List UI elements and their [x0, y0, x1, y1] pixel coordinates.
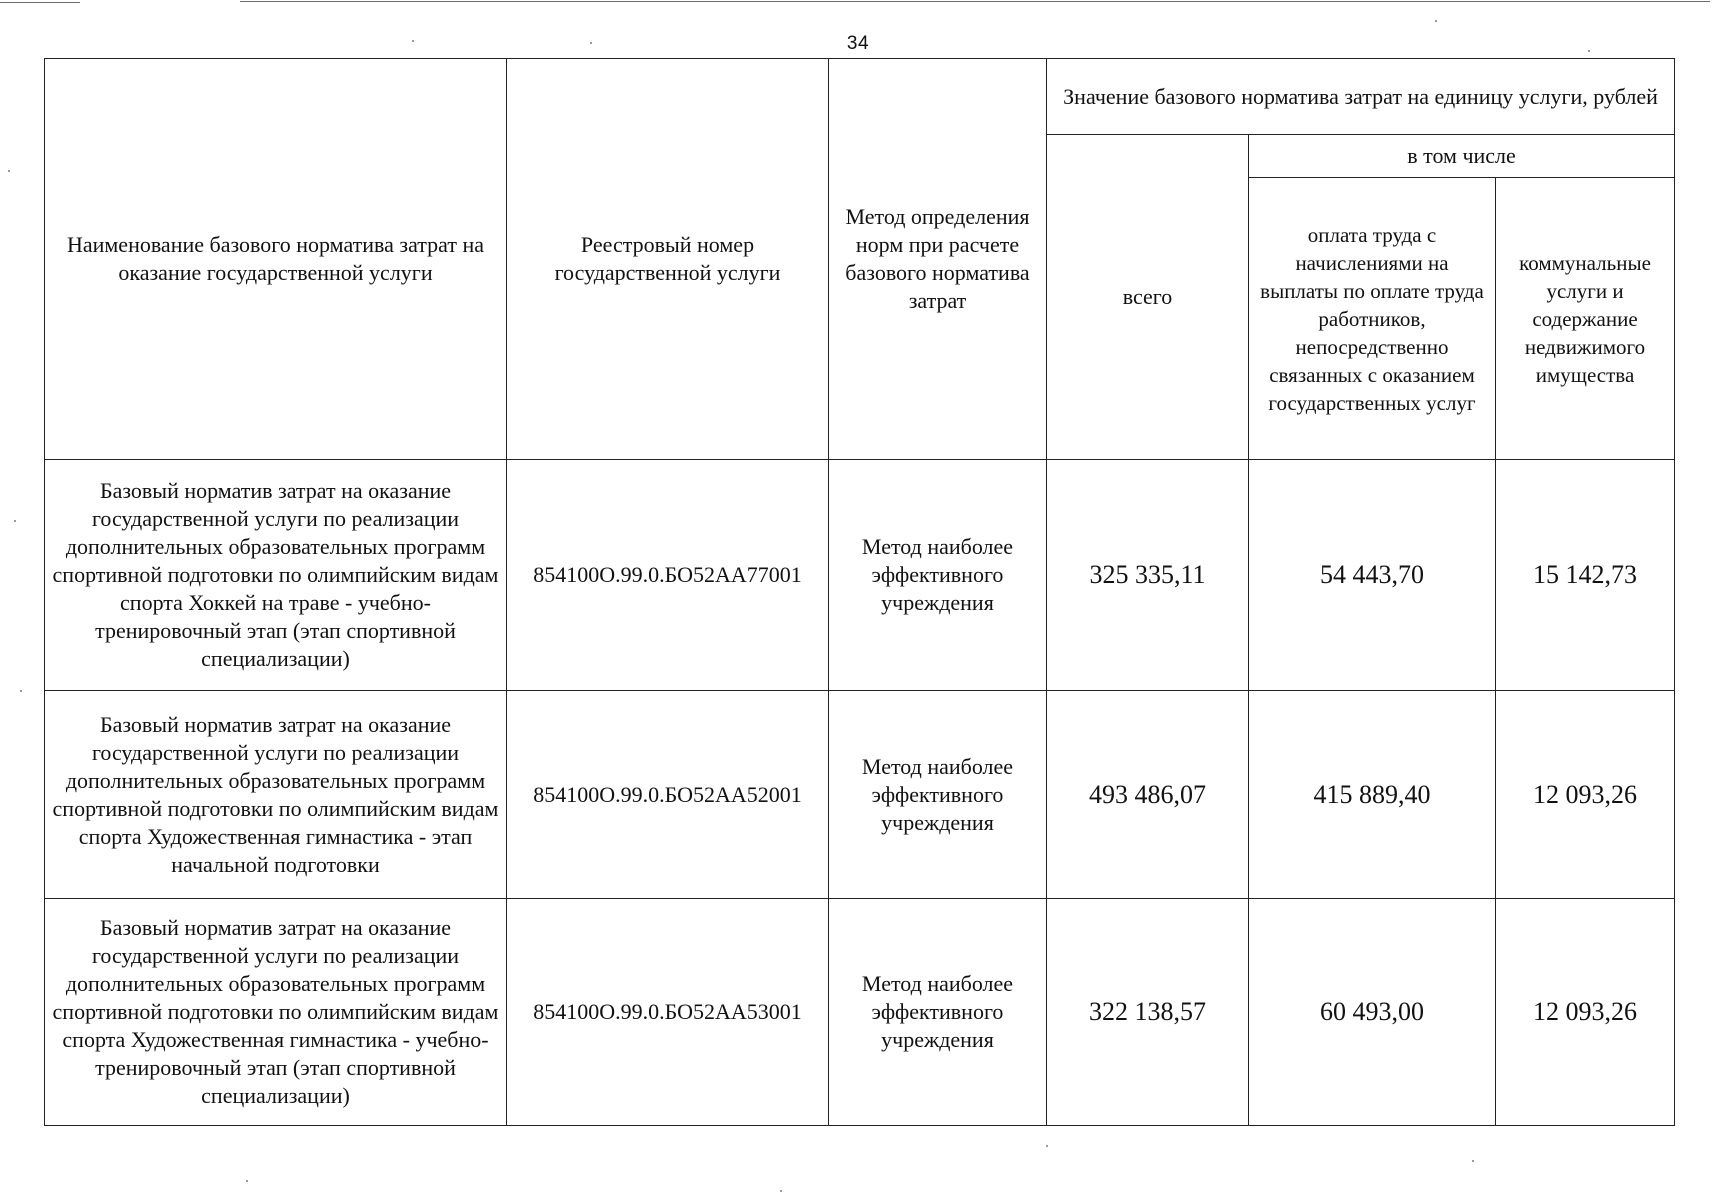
scan-speck: [14, 520, 16, 522]
utilities-value-cell: 12 093,26: [1496, 691, 1675, 899]
header-registry-number: Реестровый номер государственной услуги: [507, 59, 829, 460]
norm-name-cell: Базовый норматив затрат на оказание государственной услуги по реализации дополнительных образовательных программ спортивной подготовки по олимпийским видам спорта Художественная гимнастика - учебно-тренировочный этап (этап спортивной специализации): [45, 899, 507, 1126]
header-including: в том числе: [1249, 135, 1675, 178]
registry-number-cell: 854100О.99.0.БО52АА52001: [507, 691, 829, 899]
page-number: 34: [846, 33, 870, 54]
header-utilities: коммунальные услуги и содержание недвижимого имущества: [1496, 178, 1675, 460]
total-value-cell: 493 486,07: [1047, 691, 1249, 899]
header-labor-costs: оплата труда с начислениями на выплаты по оплате труда работников, непосредственно связанных с оказанием государственных услуг: [1249, 178, 1496, 460]
scan-speck: [1435, 20, 1437, 22]
header-name: Наименование базового норматива затрат на оказание государственной услуги: [45, 59, 507, 460]
cost-norms-table: [44, 58, 1675, 1126]
total-value-cell: 325 335,11: [1047, 460, 1249, 691]
registry-number-cell: 854100О.99.0.БО52АА53001: [507, 899, 829, 1126]
scan-speck: [8, 170, 10, 172]
header-method: Метод определения норм при расчете базового норматива затрат: [829, 59, 1047, 460]
labor-value-cell: 415 889,40: [1249, 691, 1496, 899]
registry-number-cell: 854100О.99.0.БО52АА77001: [507, 460, 829, 691]
norm-name-cell: Базовый норматив затрат на оказание государственной услуги по реализации дополнительных образовательных программ спортивной подготовки по олимпийским видам спорта Художественная гимнастика - этап начальной подготовки: [45, 691, 507, 899]
utilities-value-cell: 12 093,26: [1496, 899, 1675, 1126]
table-row: [45, 691, 1675, 899]
header-total: всего: [1047, 135, 1249, 460]
table-row: [45, 899, 1675, 1126]
labor-value-cell: 54 443,70: [1249, 460, 1496, 691]
utilities-value-cell: 15 142,73: [1496, 460, 1675, 691]
table-row: [45, 460, 1675, 691]
total-value-cell: 322 138,57: [1047, 899, 1249, 1126]
scan-edge-line: [0, 2, 80, 3]
method-cell: Метод наиболее эффективного учреждения: [829, 460, 1047, 691]
header-row-1: [45, 59, 1675, 135]
scan-speck: [20, 690, 22, 692]
scan-edge-line: [240, 1, 1710, 2]
scan-speck: [780, 1190, 782, 1192]
scan-speck: [1472, 1160, 1474, 1162]
method-cell: Метод наиболее эффективного учреждения: [829, 691, 1047, 899]
labor-value-cell: 60 493,00: [1249, 899, 1496, 1126]
header-value-group: Значение базового норматива затрат на единицу услуги, рублей: [1047, 59, 1675, 135]
method-cell: Метод наиболее эффективного учреждения: [829, 899, 1047, 1126]
scan-speck: [1046, 1145, 1048, 1147]
scan-speck: [246, 1180, 248, 1182]
norm-name-cell: Базовый норматив затрат на оказание государственной услуги по реализации дополнительных образовательных программ спортивной подготовки по олимпийским видам спорта Хоккей на траве - учебно-тренировочный этап (этап спортивной специализации): [45, 460, 507, 691]
